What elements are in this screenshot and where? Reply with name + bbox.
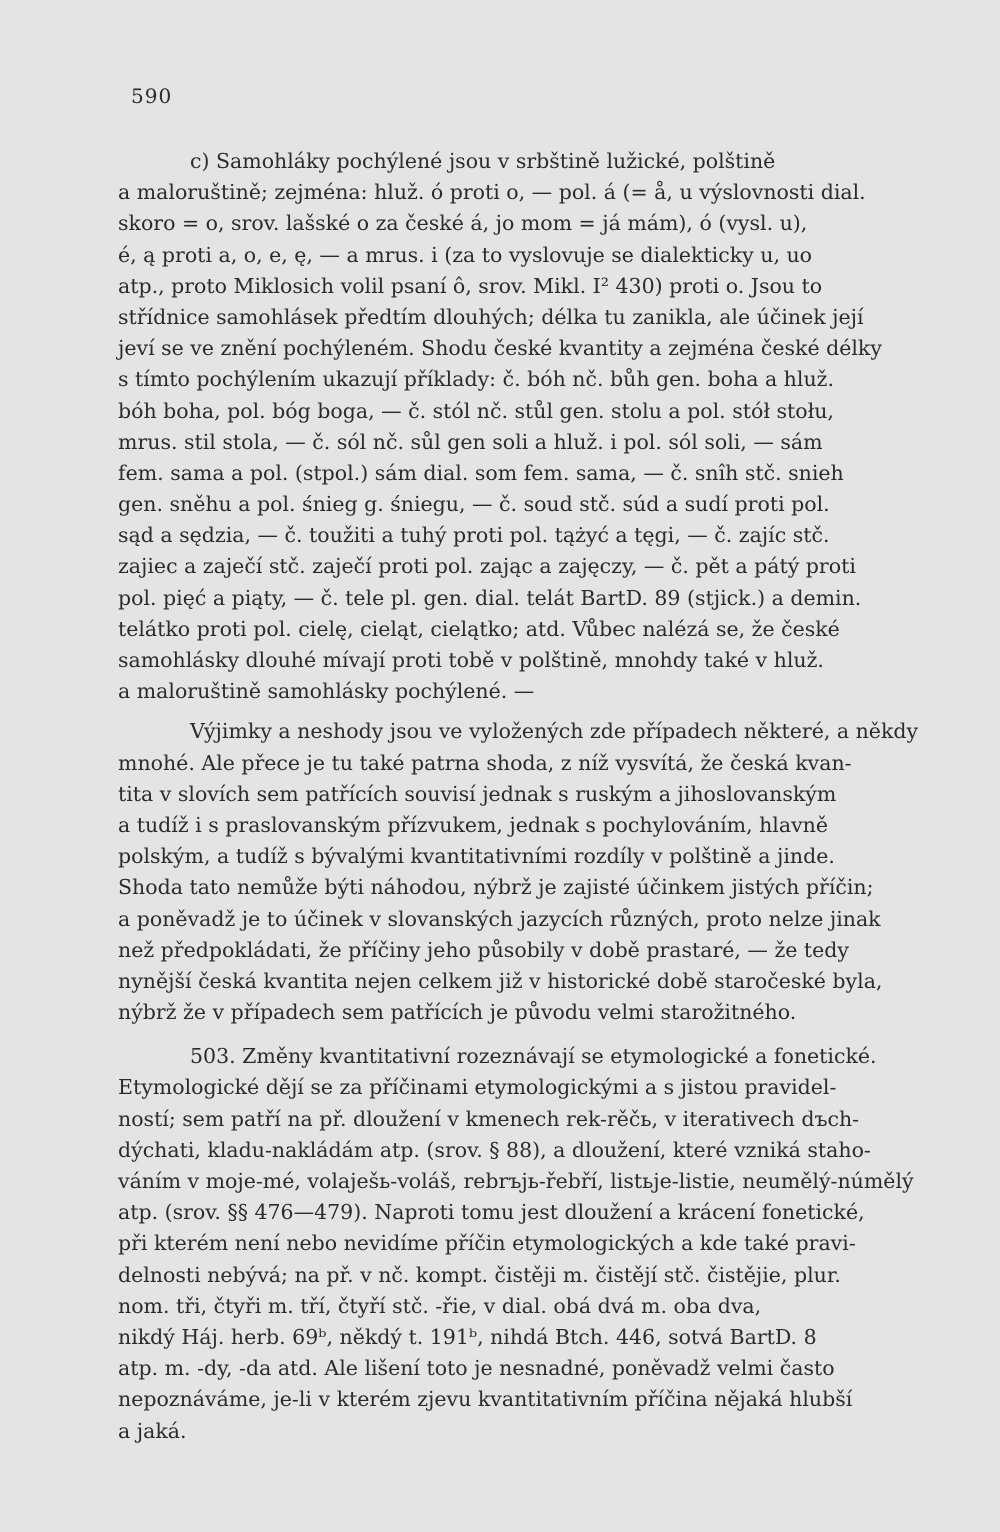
text-line: mnohé. Ale přece je tu také patrna shoda, z níž vysvítá, že česká kvan- (118, 750, 852, 775)
text-line: při kterém není nebo nevidíme příčin etymologických a kde také pravi- (118, 1231, 856, 1256)
text-line: a maloruštině samohlásky pochýlené. — (118, 679, 535, 704)
page-number: 590 (131, 84, 173, 108)
text-line: atp. m. -dy, -da atd. Ale lišení toto je nesnadné, poněvadž velmi často (118, 1356, 835, 1381)
text-line: tita v slovích sem patřících souvisí jednak s ruským a jihoslovanským (118, 781, 837, 806)
page-body (118, 146, 960, 1447)
section-503 (118, 1041, 960, 1446)
text-line: střídnice samohlásek předtím dlouhých; délka tu zanikla, ale účinek její (118, 304, 864, 329)
text-line: ností; sem patří na př. dloužení v kmenech rek-rěčь, v iterativech dъch- (118, 1106, 860, 1131)
section-gap (118, 1028, 960, 1041)
text-line: nom. tři, čtyři m. tří, čtyří stč. -řie, v dial. obá dvá m. oba dva, (118, 1293, 762, 1318)
text-line: a jaká. (118, 1418, 187, 1443)
text-line: Výjimky a neshody jsou ve vyložených zde případech některé, a někdy (190, 719, 919, 744)
text-line: jeví se ve znění pochýleném. Shodu české kvantity a zejména české délky (118, 336, 882, 361)
text-line: mrus. stil stola, — č. sól nč. sůl gen soli a hluž. i pol. sól soli, — sám (118, 429, 823, 454)
text-line: fem. sama a pol. (stpol.) sám dial. som fem. sama, — č. snîh stč. snieh (118, 460, 844, 485)
text-line: zajiec a zaječí stč. zaječí proti pol. zając a zajęczy, — č. pět a pátý proti (118, 554, 856, 579)
paragraph-gap (118, 707, 960, 716)
text-line: nynější česká kvantita nejen celkem již v historické době staročeské byla, (118, 968, 883, 993)
text-line: nikdý Háj. herb. 69ᵇ, někdý t. 191ᵇ, nihdá Btch. 446, sotvá BartD. 8 (118, 1324, 817, 1349)
text-line: dýchati, kladu-nakládám atp. (srov. § 88), a dloužení, které vzniká staho- (118, 1137, 871, 1162)
text-line: atp. (srov. §§ 476—479). Naproti tomu jest dloužení a krácení fonetické, (118, 1200, 865, 1225)
text-line: než předpokládati, že příčiny jeho působily v době prastaré, — že tedy (118, 937, 849, 962)
paragraph-c (118, 146, 960, 707)
paragraph-exceptions (118, 716, 960, 1028)
text-line: Etymologické dějí se za příčinami etymologickými a s jistou pravidel- (118, 1075, 837, 1100)
text-line: nepoznáváme, je-li v kterém zjevu kvantitativním příčina nějaká hlubší (118, 1387, 853, 1412)
text-line: c) Samohláky pochýlené jsou v srbštině lužické, polštině (190, 149, 776, 173)
text-line: delnosti nebývá; na př. v nč. kompt. čistěji m. čistějí stč. čistějie, plur. (118, 1262, 841, 1287)
text-line: polským, a tudíž s bývalými kvantitativními rozdíly v polštině a jinde. (118, 844, 835, 869)
text-line: bóh boha, pol. bóg boga, — č. stól nč. stůl gen. stolu a pol. stół stołu, (118, 398, 834, 423)
text-line: sąd a sędzia, — č. toužiti a tuhý proti pol. tążyć a tęgi, — č. zajíc stč. (118, 523, 830, 548)
text-line: é, ą proti a, o, e, ę, — a mrus. i (za to vyslovuje se dialekticky u, uo (118, 242, 813, 267)
text-line: telátko proti pol. cielę, cieląt, cielątko; atd. Vůbec nalézá se, že české (118, 616, 840, 641)
text-line: pol. pięć a piąty, — č. tele pl. gen. dial. telát BartD. 89 (stjick.) a demin. (118, 585, 862, 610)
text-line: a tudíž i s praslovanským přízvukem, jednak s pochylováním, hlavně (118, 812, 828, 837)
text-line: s tímto pochýlením ukazují příklady: č. bóh nč. bůh gen. boha a hluž. (118, 367, 834, 392)
text-line: samohlásky dlouhé mívají proti tobě v polštině, mnohdy také v hluž. (118, 648, 824, 672)
section-heading-line: 503. Změny kvantitativní rozeznávají se etymologické a fonetické. (190, 1044, 877, 1069)
text-line: váním v moje-mé, volaješь-voláš, rebrъjь-řebří, listьje-listie, neumělý-númělý (118, 1169, 914, 1193)
text-line: atp., proto Miklosich volil psaní ô, srov. Mikl. I² 430) proti o. Jsou to (118, 273, 823, 298)
text-line: a maloruštině; zejména: hluž. ó proti o, — pol. á (= å, u výslovnosti dial. (118, 180, 866, 205)
text-line: Shoda tato nemůže býti náhodou, nýbrž je zajisté účinkem jistých příčin; (118, 875, 874, 900)
text-line: gen. sněhu a pol. śnieg g. śniegu, — č. soud stč. súd a sudí proti pol. (118, 492, 830, 517)
text-line: a poněvadž je to účinek v slovanských jazycích různých, proto nelze jinak (118, 906, 881, 931)
text-line: nýbrž že v případech sem patřících je původu velmi starožitného. (118, 1000, 797, 1025)
text-line: skoro = o, srov. lašské o za české á, jo mom = já mám), ó (vysl. u), (118, 211, 808, 236)
